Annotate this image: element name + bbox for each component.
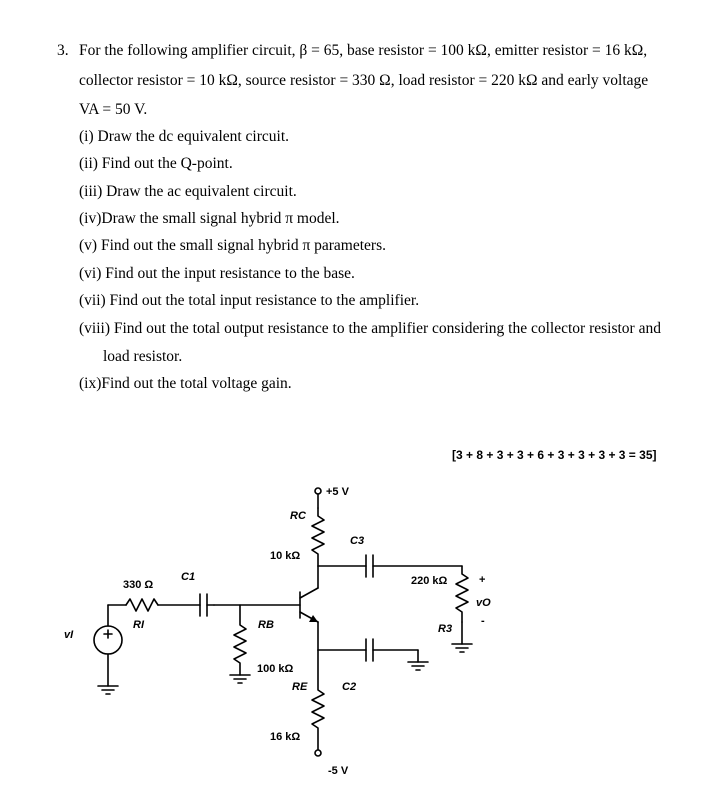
c3-label: C3 xyxy=(350,535,365,547)
part-i: (i) Draw the dc equivalent circuit. xyxy=(79,128,290,145)
rb-label: RB xyxy=(258,619,274,631)
vcc-label: +5 V xyxy=(326,486,349,498)
rc-resistor xyxy=(312,508,324,566)
rl-label: R3 xyxy=(438,623,453,635)
part-ix: (ix)Find out the total voltage gain. xyxy=(79,375,292,392)
ri-value: 330 Ω xyxy=(123,579,154,591)
rl-value: 220 kΩ xyxy=(411,575,448,587)
re-resistor xyxy=(312,650,324,750)
rb-value: 100 kΩ xyxy=(257,663,294,675)
question-stem-line-1: For the following amplifier circuit, β = 65, base resistor = 100 kΩ, emitter resistor = 16 kΩ, xyxy=(79,42,648,59)
rb-resistor xyxy=(234,605,246,675)
vcc-terminal xyxy=(315,488,321,494)
ri-label: RI xyxy=(133,619,144,631)
part-v: (v) Find out the small signal hybrid π parameters. xyxy=(79,237,387,254)
part-iii: (iii) Draw the ac equivalent circuit. xyxy=(79,183,297,200)
re-value: 16 kΩ xyxy=(270,731,301,743)
vee-terminal xyxy=(315,750,321,756)
question-stem-line-2: collector resistor = 10 kΩ, source resistor = 330 Ω, load resistor = 220 kΩ and early voltage xyxy=(79,72,649,89)
vee-label: -5 V xyxy=(328,765,349,777)
c2-label: C2 xyxy=(342,681,357,693)
rc-label: RC xyxy=(290,510,306,522)
question-number: 3. xyxy=(57,42,69,59)
marks-breakdown: [3 + 8 + 3 + 3 + 6 + 3 + 3 + 3 + 3 = 35] xyxy=(452,448,657,462)
rl-resistor xyxy=(456,566,468,622)
part-ii: (ii) Find out the Q-point. xyxy=(79,155,233,172)
vo-minus: - xyxy=(481,615,485,627)
part-viii-continued: load resistor. xyxy=(103,348,183,365)
ri-resistor xyxy=(126,599,158,611)
question-stem-line-3: VA = 50 V. xyxy=(79,101,148,118)
part-iv: (iv)Draw the small signal hybrid π model. xyxy=(79,210,340,227)
re-label: RE xyxy=(292,681,308,693)
part-viii: (viii) Find out the total output resistance to the amplifier considering the collector resistor and xyxy=(79,320,661,337)
vo-plus: + xyxy=(479,574,486,586)
collector-diagonal xyxy=(300,588,318,598)
vo-label: vO xyxy=(476,597,491,609)
part-vii: (vii) Find out the total input resistance to the amplifier. xyxy=(79,292,420,309)
rc-value: 10 kΩ xyxy=(270,550,301,562)
c1-label: C1 xyxy=(181,571,196,583)
part-vi: (vi) Find out the input resistance to the base. xyxy=(79,265,355,282)
vi-label: vI xyxy=(64,629,74,641)
